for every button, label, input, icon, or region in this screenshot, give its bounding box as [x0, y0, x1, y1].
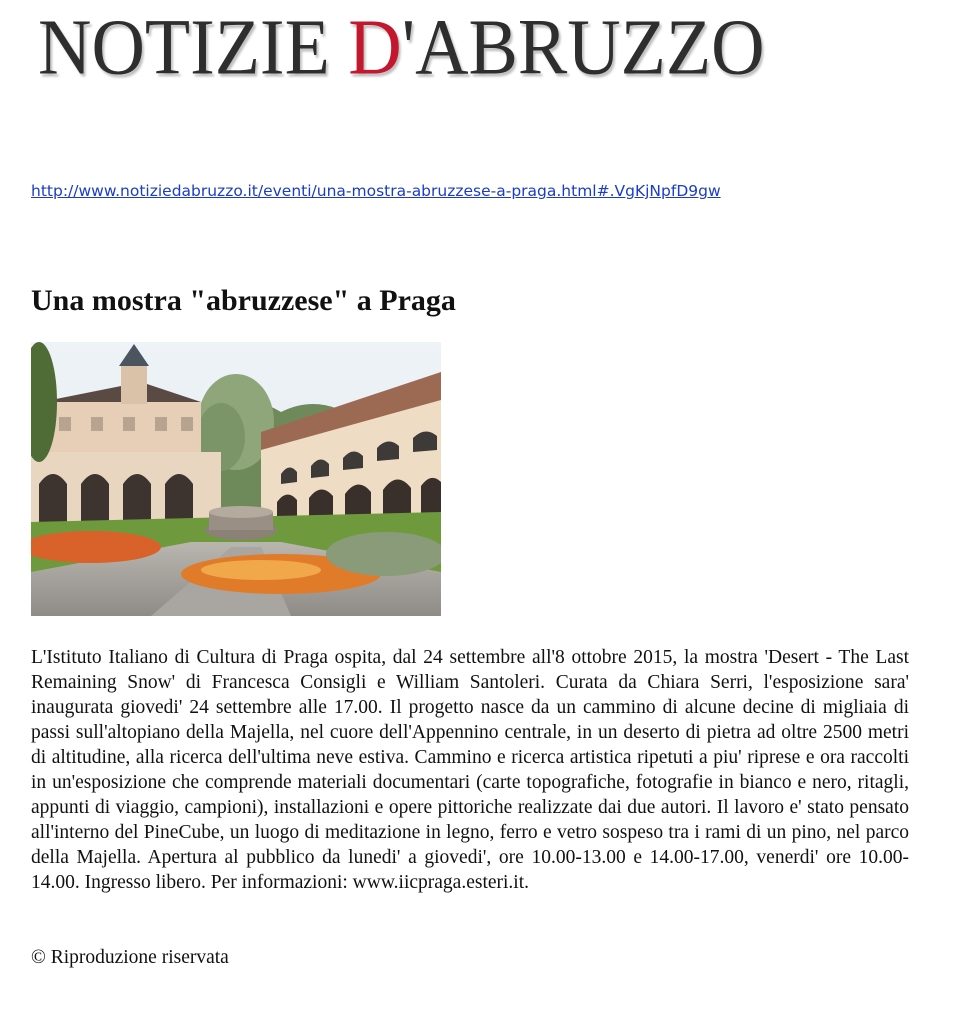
masthead-logo-accent: D [348, 3, 402, 92]
article-title: Una mostra "abruzzese" a Praga [31, 284, 456, 317]
masthead-logo [38, 2, 838, 93]
copyright-notice: © Riproduzione riservata [31, 947, 229, 968]
source-url-link[interactable]: http://www.notiziedabruzzo.it/eventi/una-mostra-abruzzese-a-praga.html#.VgKjNpfD9gw [31, 182, 721, 200]
article-body: L'Istituto Italiano di Cultura di Praga ospita, dal 24 settembre all'8 ottobre 2015, la mostra 'Desert - The Last Remaining Snow' di Francesca Consigli e William Santoleri. Curata da Chiara Serri, l'esposizione sara' inaugurata giovedi' 24 settembre alle 17.00. Il progetto nasce da un cammino di alcune decine di migliaia di passi sull'altopiano della Majella, nel cuore dell'Appennino centrale, in un deserto di pietra ad oltre 2500 metri di altitudine, alla ricerca dell'ultima neve estiva. Cammino e ricerca artistica ripetuti a piu' riprese e ora raccolti in un'esposizione che comprende materiali documentari (carte topografiche, fotografie in bianco e nero, ritagli, appunti di viaggio, campioni), installazioni e opere pittoriche realizzate dai due autori. Il lavoro e' stato pensato all'interno del PineCube, un luogo di meditazione in legno, ferro e vetro sospeso tra i rami di un pino, nel parco della Majella. Apertura al pubblico da lunedi' a giovedi', ore 10.00-13.00 e 14.00-17.00, venerdi' ore 10.00-14.00. Ingresso libero. Per informazioni: www.iicpraga.esteri.it. [31, 647, 909, 893]
cloister-courtyard-photo [31, 342, 441, 616]
masthead-logo-part1: NOTIZIE [38, 3, 349, 92]
masthead-logo-part2: 'ABRUZZO [401, 3, 765, 92]
